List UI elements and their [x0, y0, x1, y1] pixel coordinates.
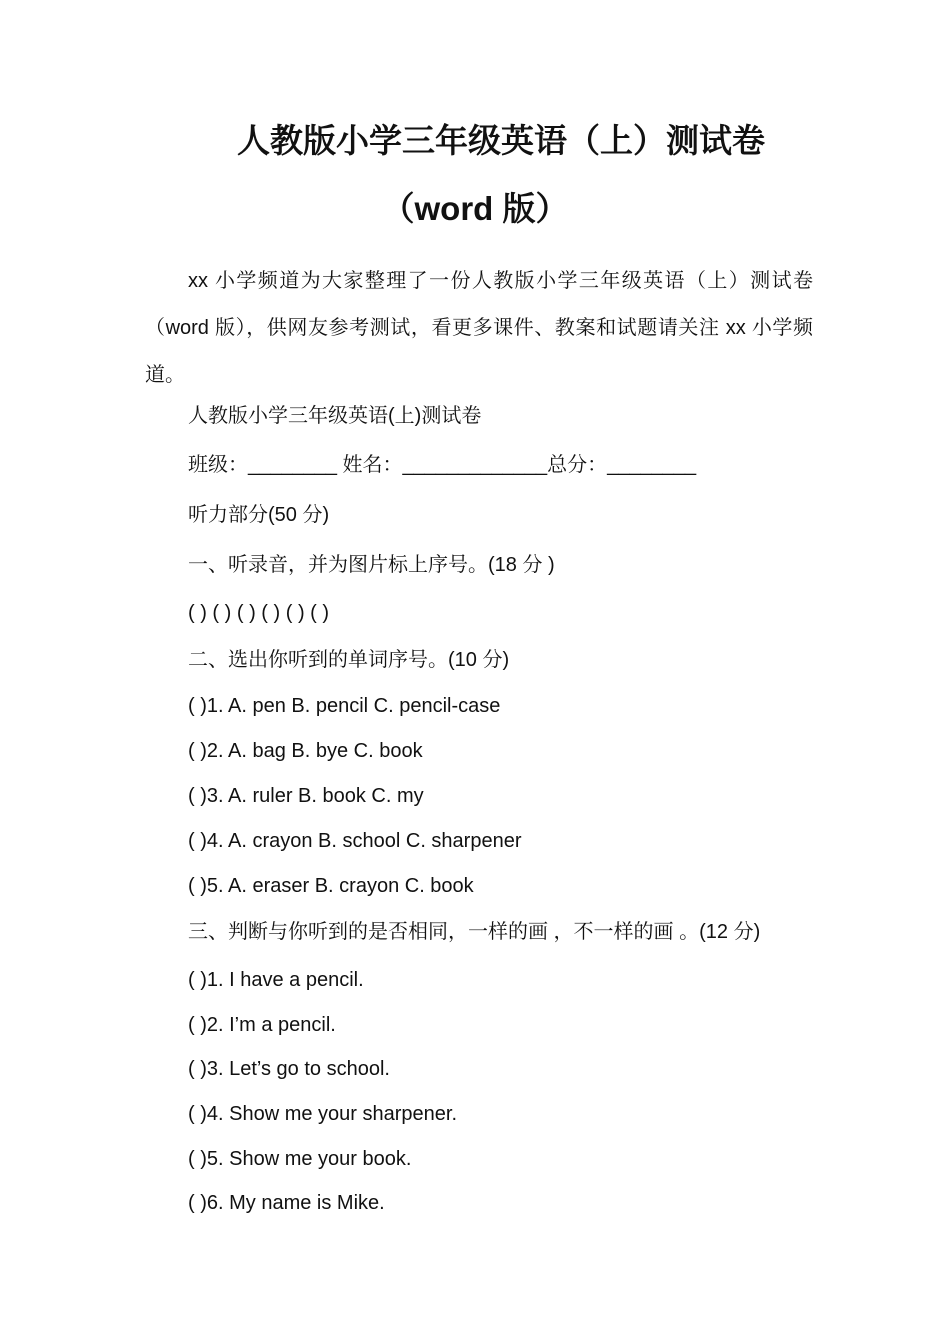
- student-info-line: 班级：________ 姓名：_____________总分：________: [188, 454, 697, 476]
- question-2-heading: 二、选出你听到的单词序号。(10 分): [188, 649, 510, 671]
- question-2-item: ( )3. A. ruler B. book C. my: [188, 785, 424, 807]
- question-1-heading: 一、听录音，并为图片标上序号。(18 分 ): [188, 554, 555, 576]
- document-subtitle: （word 版）: [381, 190, 569, 227]
- question-3-item: ( )6. My name is Mike.: [188, 1192, 385, 1214]
- question-2-item: ( )2. A. bag B. bye C. book: [188, 740, 423, 762]
- document-title: 人教版小学三年级英语（上）测试卷: [237, 122, 765, 159]
- question-3-item: ( )1. I have a pencil.: [188, 969, 364, 991]
- section-listening-heading: 听力部分(50 分): [188, 504, 330, 526]
- question-2-item: ( )1. A. pen B. pencil C. pencil-case: [188, 695, 501, 717]
- question-2-item: ( )4. A. crayon B. school C. sharpener: [188, 830, 522, 852]
- question-3-item: ( )5. Show me your book.: [188, 1148, 412, 1170]
- question-3-item: ( )4. Show me your sharpener.: [188, 1103, 458, 1125]
- intro-paragraph: xx 小学频道为大家整理了一份人教版小学三年级英语（上）测试卷（word 版），供网友参考测试，看更多课件、教案和试题请关注 xx 小学频道。: [145, 270, 813, 386]
- question-3-heading: 三、判断与你听到的是否相同，一样的画 ，不一样的画 。(12 分): [188, 921, 761, 943]
- question-3-item: ( )3. Let’s go to school.: [188, 1058, 390, 1080]
- question-1-answer-blanks: ( ) ( ) ( ) ( ) ( ) ( ): [188, 602, 330, 624]
- question-3-item: ( )2. I’m a pencil.: [188, 1014, 336, 1036]
- question-2-item: ( )5. A. eraser B. crayon C. book: [188, 875, 474, 897]
- exam-heading: 人教版小学三年级英语(上)测试卷: [188, 405, 482, 427]
